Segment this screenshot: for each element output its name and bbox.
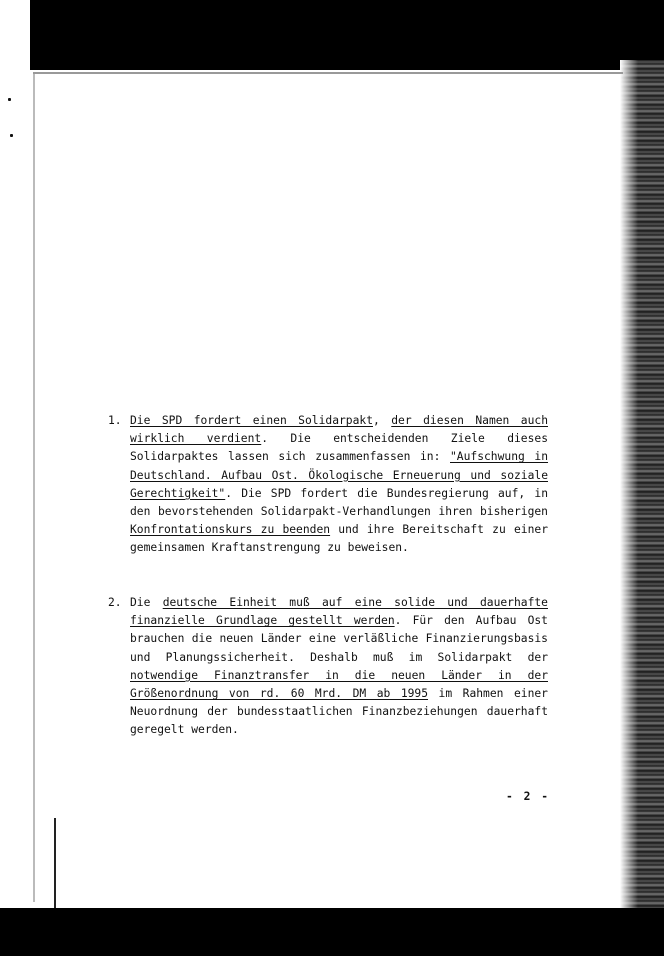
text-run: . Die SPD fordert die Bundesregierung auf, in den bevorstehenden Solidarpakt-Verhandlungen ihren bisherigen	[130, 486, 548, 519]
paragraph-body	[130, 594, 548, 740]
text-run: im Rahmen einer Neuordnung der bundesstaatlichen Finanzbeziehungen dauerhaft geregelt werden.	[130, 687, 548, 737]
paragraph-number: 1.	[108, 414, 122, 427]
underlined-phrase: Die SPD fordert einen Solidarpakt	[130, 414, 373, 427]
paragraph-body	[130, 412, 548, 558]
underlined-phrase: notwendige Finanztransfer in die neuen Länder in der Größenordnung von rd. 60 Mrd. DM ab 1995	[130, 668, 548, 701]
underlined-phrase: der diesen Namen auch wirklich verdient	[130, 414, 548, 446]
text-run: Die	[130, 596, 163, 609]
page-number: - 2 -	[506, 790, 551, 803]
numbered-paragraph-2	[108, 594, 548, 740]
text-run: . Für den Aufbau Ost brauchen die neuen Länder eine verläßliche Finanzierungsbasis und Planungssicherheit. Deshalb muß im Solidarpakt der	[130, 614, 548, 664]
numbered-paragraph-1	[108, 412, 548, 558]
text-run: ,	[373, 414, 392, 427]
text-run: . Die entscheidenden Ziele dieses Solidarpaktes lassen sich zusammenfassen in:	[130, 432, 548, 464]
underlined-phrase: Konfrontationskurs zu beenden	[130, 523, 331, 537]
paragraph-number: 2.	[108, 596, 122, 609]
underlined-phrase: deutsche Einheit muß auf eine solide und dauerhafte finanzielle Grundlage gestellt werden	[130, 596, 548, 628]
text-run: und ihre Bereitschaft zu einer gemeinsamen Kraftanstrengung zu beweisen.	[130, 523, 548, 555]
underlined-phrase: "Aufschwung in Deutschland. Aufbau Ost. Ökologische Erneuerung und soziale Gerechtigkeit"	[130, 450, 549, 500]
